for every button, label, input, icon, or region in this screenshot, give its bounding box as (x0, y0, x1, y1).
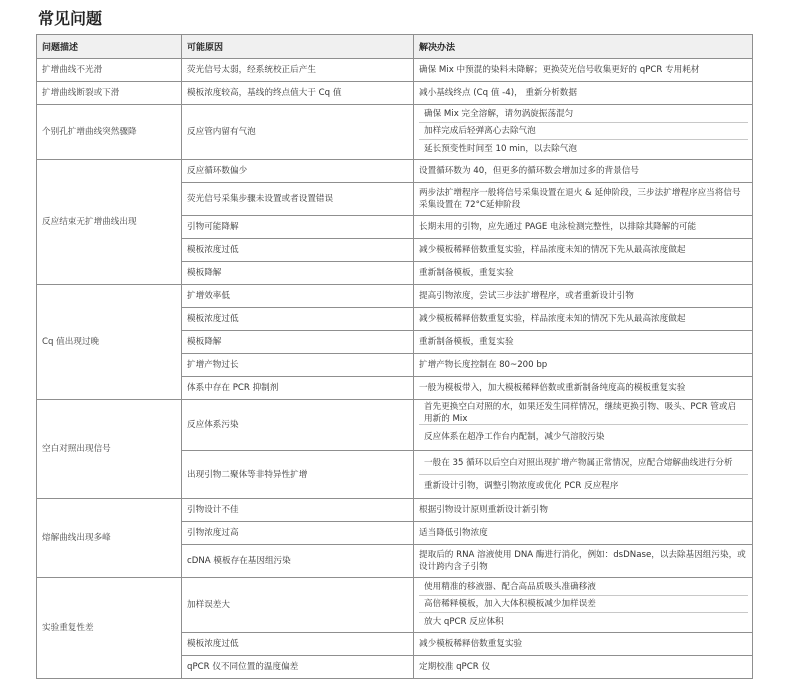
solution-line: 放大 qPCR 反应体积 (419, 612, 748, 631)
solution-line: 加样完成后轻弹离心去除气泡 (419, 122, 748, 139)
solution-line: 一般在 35 循环以后空白对照出现扩增产物属正常情况，应配合熔解曲线进行分析 (424, 458, 733, 468)
cause-cell: 引物可能降解 (182, 216, 414, 239)
header-cause: 可能原因 (182, 35, 414, 59)
cause-cell: 扩增效率低 (182, 285, 414, 308)
table-row (37, 499, 753, 522)
cause-cell: 加样误差大 (182, 578, 414, 633)
header-solution: 解决办法 (414, 35, 753, 59)
issue-cell: 扩增曲线不光滑 (37, 59, 182, 82)
cause-cell: 反应循环数偏少 (182, 160, 414, 183)
cause-cell: 模板降解 (182, 331, 414, 354)
solution-cell: 重新制备模板，重复实验 (414, 331, 753, 354)
solution-cell (414, 105, 753, 160)
faq-body (37, 59, 753, 679)
solution-cell: 设置循环数为 40，但更多的循环数会增加过多的背景信号 (414, 160, 753, 183)
solution-cell: 扩增产物长度控制在 80~200 bp (414, 354, 753, 377)
cause-cell: 反应管内留有气泡 (182, 105, 414, 160)
solution-cell: 减少模板稀释倍数重复实验 (414, 633, 753, 656)
solution-cell (414, 578, 753, 633)
solution-cell: 减少模板稀释倍数重复实验，样品浓度未知的情况下先从最高浓度做起 (414, 308, 753, 331)
table-row (37, 59, 753, 82)
cause-cell: 出现引物二聚体等非特异性扩增 (182, 451, 414, 499)
table-row (37, 82, 753, 105)
cause-cell: 模板浓度过低 (182, 308, 414, 331)
solution-line: 反应体系在超净工作台内配制，减少气溶胶污染 (419, 424, 748, 449)
solution-cell: 减小基线终点 (Cq 值 -4)， 重新分析数据 (414, 82, 753, 105)
solution-cell: 重新制备模板，重复实验 (414, 262, 753, 285)
issue-cell: 反应结束无扩增曲线出现 (37, 160, 182, 285)
cause-cell: 反应体系污染 (182, 400, 414, 451)
solution-cell: 两步法扩增程序一般将信号采集设置在退火 & 延伸阶段，三步法扩增程序应当将信号采集设置在 72°C延伸阶段 (414, 183, 753, 216)
cause-cell: 荧光信号采集步骤未设置或者设置错误 (182, 183, 414, 216)
solution-line: 延长预变性时间至 10 min，以去除气泡 (419, 139, 748, 158)
cause-cell: 模板降解 (182, 262, 414, 285)
faq-table (36, 34, 753, 679)
solution-line: 首先更换空白对照的水，如果还发生同样情况，继续更换引物、吸头、PCR 管或启用新的 Mix (424, 401, 737, 424)
solution-cell: 提高引物浓度，尝试三步法扩增程序，或者重新设计引物 (414, 285, 753, 308)
solution-cell (414, 451, 753, 499)
table-row (37, 400, 753, 451)
solution-line: 使用精准的移液器、配合高品质吸头准确移液 (424, 582, 596, 592)
cause-cell: cDNA 模板存在基因组污染 (182, 545, 414, 578)
cause-cell: 引物设计不佳 (182, 499, 414, 522)
issue-cell: 空白对照出现信号 (37, 400, 182, 499)
page-title: 常见问题 (38, 9, 103, 28)
cause-cell: 扩增产物过长 (182, 354, 414, 377)
cause-cell: 模板浓度过低 (182, 239, 414, 262)
solution-cell: 适当降低引物浓度 (414, 522, 753, 545)
table-row (37, 160, 753, 183)
solution-cell: 减少模板稀释倍数重复实验，样品浓度未知的情况下先从最高浓度做起 (414, 239, 753, 262)
table-row (37, 105, 753, 160)
issue-cell: Cq 值出现过晚 (37, 285, 182, 400)
cause-cell: qPCR 仪不同位置的温度偏差 (182, 656, 414, 679)
cause-cell: 荧光信号太弱，经系统校正后产生 (182, 59, 414, 82)
cause-cell: 体系中存在 PCR 抑制剂 (182, 377, 414, 400)
solution-cell: 一般为模板带入，加大模板稀释倍数或重新制备纯度高的模板重复实验 (414, 377, 753, 400)
solution-cell: 确保 Mix 中预混的染料未降解；更换荧光信号收集更好的 qPCR 专用耗材 (414, 59, 753, 82)
header-row (37, 35, 753, 59)
issue-cell: 熔解曲线出现多峰 (37, 499, 182, 578)
solution-cell: 提取后的 RNA 溶液使用 DNA 酶进行消化，例如：dsDNase，以去除基因组污染，或设计跨内含子引物 (414, 545, 753, 578)
issue-cell: 个别孔扩增曲线突然骤降 (37, 105, 182, 160)
solution-line: 重新设计引物，调整引物浓度或优化 PCR 反应程序 (419, 474, 748, 497)
issue-cell: 扩增曲线断裂或下滑 (37, 82, 182, 105)
cause-cell: 模板浓度过低 (182, 633, 414, 656)
table-row (37, 578, 753, 633)
solution-cell: 根据引物设计原则重新设计新引物 (414, 499, 753, 522)
solution-line: 确保 Mix 完全溶解，请勿涡旋振荡混匀 (424, 109, 574, 119)
issue-cell: 实验重复性差 (37, 578, 182, 679)
table-row (37, 285, 753, 308)
header-issue: 问题描述 (37, 35, 182, 59)
solution-line: 高倍稀释模板，加入大体积模板减少加样误差 (419, 595, 748, 612)
solution-cell: 长期未用的引物，应先通过 PAGE 电泳检测完整性，以排除其降解的可能 (414, 216, 753, 239)
solution-cell: 定期校准 qPCR 仪 (414, 656, 753, 679)
cause-cell: 引物浓度过高 (182, 522, 414, 545)
solution-cell (414, 400, 753, 451)
cause-cell: 模板浓度较高，基线的终点值大于 Cq 值 (182, 82, 414, 105)
